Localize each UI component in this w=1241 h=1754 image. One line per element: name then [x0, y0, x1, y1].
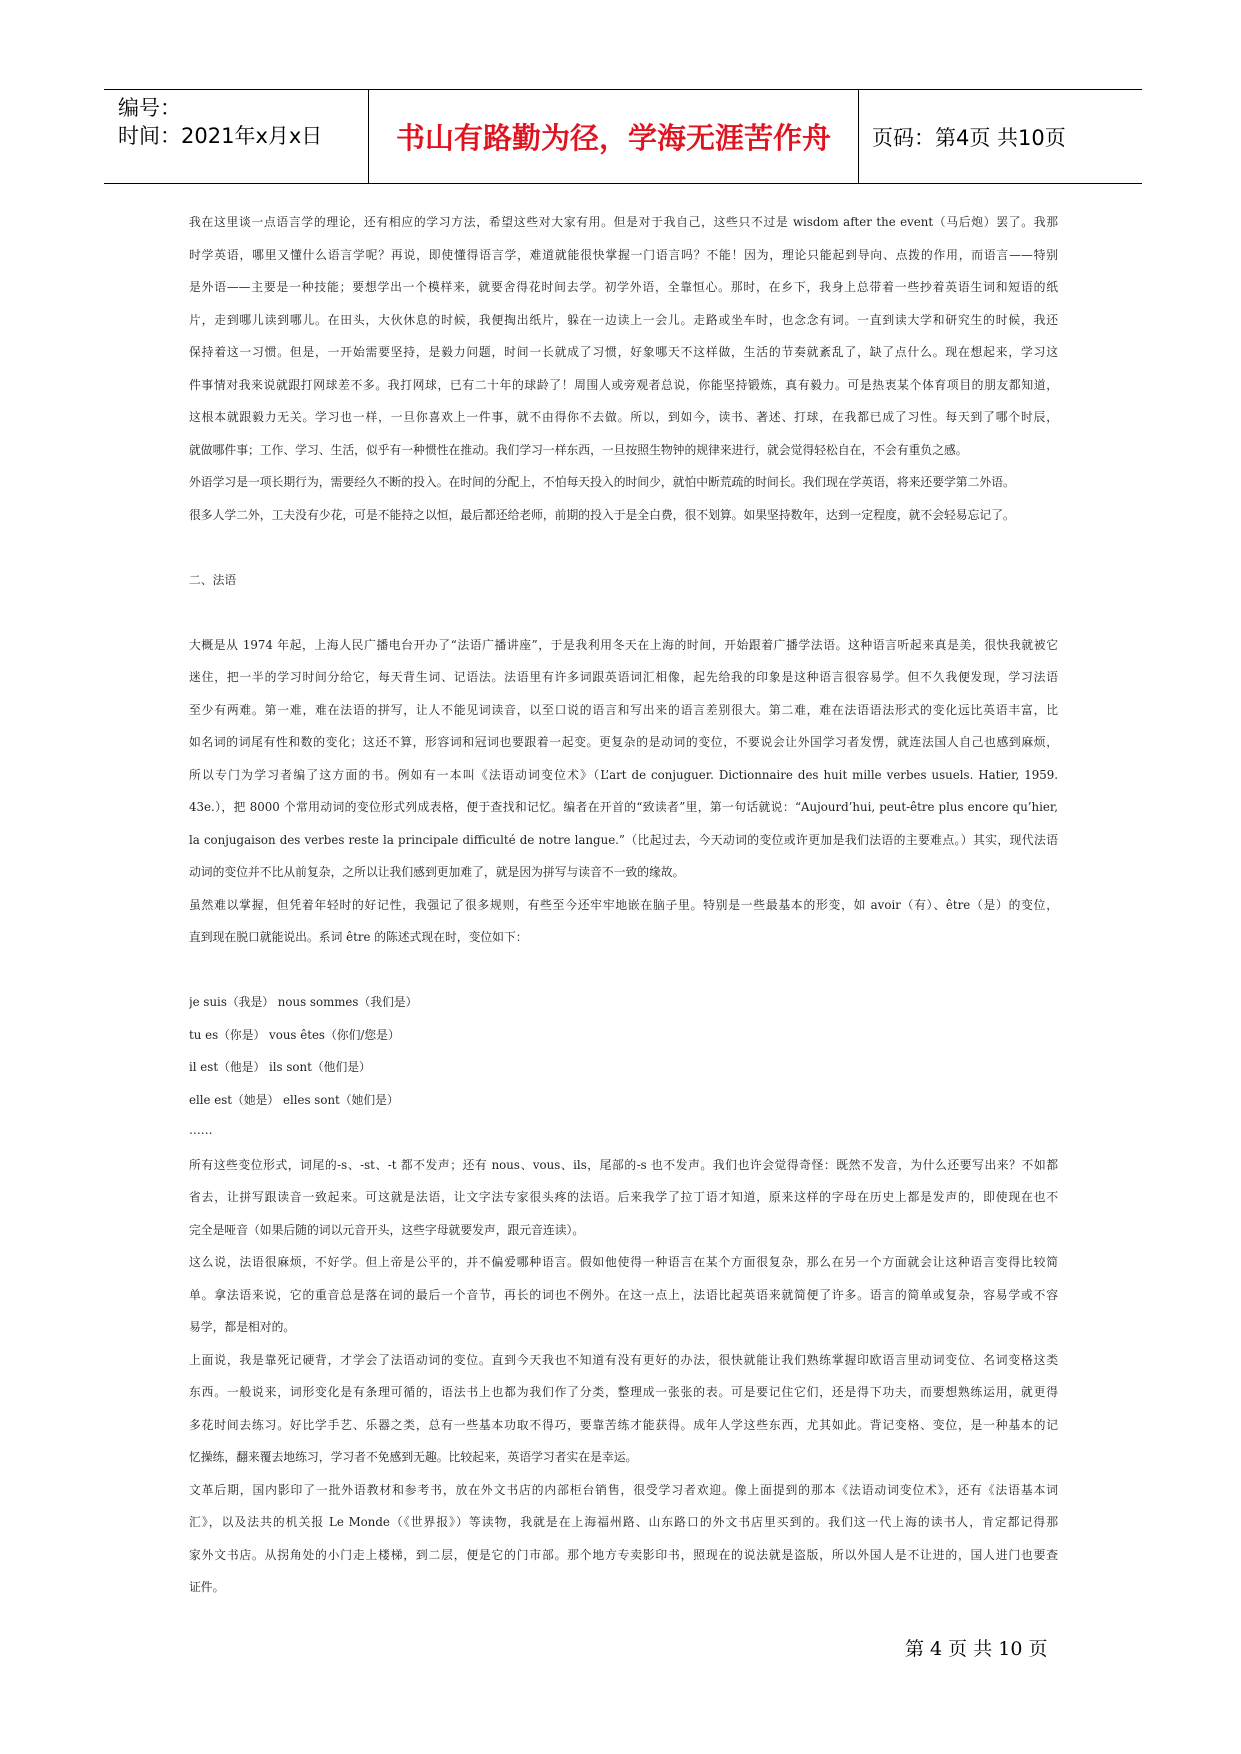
- body-text-line: 这根本就跟毅力无关。学习也一样，一旦你喜欢上一件事，就不由得你不去做。所以，到如今，读书、著述、打球，在我都已成了习性。每天到了哪个时辰，: [189, 410, 1058, 424]
- body-text-line: 虽然难以掌握，但凭着年轻时的好记性，我强记了很多规则，有些至今还牢牢地嵌在脑子里。特别是一些最基本的形变，如 avoir（有）、être（是）的变位，: [189, 897, 1058, 912]
- document-number-label: 编号：: [118, 96, 181, 120]
- body-text-line: 多花时间去练习。好比学手艺、乐器之类，总有一些基本功取不得巧，要靠苦练才能获得。成年人学这些东西，尤其如此。背记变格、变位，是一种基本的记: [189, 1417, 1058, 1432]
- body-text-line: 证件。: [189, 1580, 225, 1594]
- body-text-line: 完全是哑音（如果后随的词以元音开头，这些字母就要发声，跟元音连读）。: [189, 1222, 585, 1237]
- page-footer: 第 4 页 共 10 页: [905, 1638, 1048, 1660]
- page-header: [104, 89, 1142, 184]
- blank-line: [189, 538, 1058, 571]
- body-text-line: la conjugaison des verbes reste la principale difficulté de notre langue.”（比起过去，今天动词的变位或许更加是我们法语的主要难点。）其实，现代法语: [189, 832, 1058, 847]
- body-text-line: 忆操练，翻来覆去地练习，学习者不免感到无趣。比较起来，英语学习者实在是幸运。: [189, 1450, 638, 1464]
- body-text-line: 件事情对我来说就跟打网球差不多。我打网球，已有二十年的球龄了！周围人或旁观者总说，你能坚持锻炼，真有毅力。可是热衷某个体育项目的朋友都知道，: [189, 377, 1058, 392]
- body-text-line: 上面说，我是靠死记硬背，才学会了法语动词的变位。直到今天我也不知道有没有更好的办法，很快就能让我们熟练掌握印欧语言里动词变位、名词变格这类: [189, 1352, 1058, 1367]
- body-text-line: 至少有两难。第一难，难在法语的拼写，让人不能见词读音，以至口说的语言和写出来的语言差别很大。第二难，难在法语语法形式的变化远比英语丰富，比: [189, 702, 1058, 717]
- body-text-line: tu es（你是） vous êtes（你们/您是）: [189, 1027, 400, 1042]
- body-text-line: 东西。一般说来，词形变化是有条理可循的，语法书上也都为我们作了分类，整理成一张张的表。可是要记住它们，还是得下功夫，而要想熟练运用，就更得: [189, 1385, 1058, 1399]
- header-page-label: 页码：第4页 共10页: [872, 125, 1066, 150]
- body-text-line: 所以专门为学习者编了这方面的书。例如有一本叫《法语动词变位术》（L’art de conjuguer. Dictionnaire des huit mille verbes usuels. Hatier, 1959.: [189, 767, 1058, 782]
- body-text-line: 时学英语，哪里又懂什么语言学呢？再说，即使懂得语言学，难道就能很快掌握一门语言吗？不能！因为，理论只能起到导向、点拨的作用，而语言——特别: [189, 247, 1058, 262]
- body-text-line: 这么说，法语很麻烦，不好学。但上帝是公平的，并不偏爱哪种语言。假如他使得一种语言在某个方面很复杂，那么在另一个方面就会让这种语言变得比较简: [189, 1255, 1058, 1269]
- body-text-line: 很多人学二外，工夫没有少花，可是不能持之以恒，最后都还给老师，前期的投入于是全白费，很不划算。如果坚持数年，达到一定程度，就不会轻易忘记了。: [189, 507, 1015, 522]
- body-text-line: 大概是从 1974 年起，上海人民广播电台开办了“法语广播讲座”，于是我利用冬天在上海的时间，开始跟着广播学法语。这种语言听起来真是美，很快我就被它: [189, 637, 1058, 652]
- blank-line: [189, 603, 1058, 636]
- body-text-line: 保持着这一习惯。但是，一开始需要坚持，是毅力问题，时间一长就成了习惯，好象哪天不这样做，生活的节奏就紊乱了，缺了点什么。现在想起来，学习这: [189, 345, 1058, 359]
- document-time-label: 时间：2021年x月x日: [118, 124, 323, 148]
- body-text-line: 二、法语: [189, 572, 237, 587]
- body-text-line: 片，走到哪儿读到哪儿。在田头，大伙休息的时候，我便掏出纸片，躲在一边读上一会儿。走路或坐车时，也念念有词。一直到读大学和研究生的时候，我还: [189, 312, 1058, 327]
- document-body: [189, 213, 1058, 1611]
- body-text-line: 文革后期，国内影印了一批外语教材和参考书，放在外文书店的内部柜台销售，很受学习者欢迎。像上面提到的那本《法语动词变位术》，还有《法语基本词: [189, 1482, 1058, 1497]
- body-text-line: 我在这里谈一点语言学的理论，还有相应的学习方法，希望这些对大家有用。但是对于我自己，这些只不过是 wisdom after the event（马后炮）罢了。我那: [189, 215, 1058, 229]
- body-text-line: il est（他是） ils sont（他们是）: [189, 1060, 371, 1074]
- body-text-line: 动词的变位并不比从前复杂，之所以让我们感到更加难了，就是因为拼写与读音不一致的缘故。: [189, 865, 685, 879]
- body-text-line: 迷住，把一半的学习时间分给它，每天背生词、记语法。法语里有许多词跟英语词汇相像，起先给我的印象是这种语言很容易学。但不久我便发现，学习法语: [189, 670, 1058, 684]
- body-text-line: 单。拿法语来说，它的重音总是落在词的最后一个音节，再长的词也不例外。在这一点上，法语比起英语来就简便了许多。语言的简单或复杂，容易学或不容: [189, 1287, 1058, 1302]
- blank-line: [189, 961, 1058, 994]
- body-text-line: 43e.），把 8000 个常用动词的变位形式列成表格，便于查找和记忆。编者在开首的“致读者”里，第一句话就说：“Aujourd’hui, peut-être plus encore qu’hier,: [189, 800, 1058, 814]
- body-text-line: 外语学习是一项长期行为，需要经久不断的投入。在时间的分配上，不怕每天投入的时间少，就怕中断荒疏的时间长。我们现在学英语，将来还要学第二外语。: [189, 475, 1015, 489]
- body-text-line: 是外语——主要是一种技能；要想学出一个模样来，就要舍得花时间去学。初学外语，全靠恒心。那时，在乡下，我身上总带着一些抄着英语生词和短语的纸: [189, 280, 1058, 294]
- body-text-line: 易学，都是相对的。: [189, 1320, 296, 1334]
- body-text-line: 就做哪件事；工作、学习、生活，似乎有一种惯性在推动。我们学习一样东西，一旦按照生物钟的规律来进行，就会觉得轻松自在，不会有重负之感。: [189, 442, 968, 457]
- body-text-line: ……: [189, 1123, 213, 1137]
- body-text-line: 直到现在脱口就能说出。系词 être 的陈述式现在时，变位如下：: [189, 930, 528, 944]
- body-text-line: elle est（她是） elles sont（她们是）: [189, 1092, 399, 1107]
- body-text-line: 所有这些变位形式，词尾的-s、-st、-t 都不发声；还有 nous、vous、ils，尾部的-s 也不发声。我们也许会觉得奇怪：既然不发音，为什么还要写出来？不如都: [189, 1157, 1058, 1172]
- body-text-line: je suis（我是） nous sommes（我们是）: [189, 995, 418, 1009]
- body-text-line: 汇》，以及法共的机关报 Le Monde（《世界报》）等读物，我就是在上海福州路、山东路口的外文书店里买到的。我们这一代上海的读书人，肯定都记得那: [189, 1515, 1058, 1529]
- header-divider-right: [858, 90, 859, 183]
- body-text-line: 家外文书店。从拐角处的小门走上楼梯，到二层，便是它的门市部。那个地方专卖影印书，照现在的说法就是盗版，所以外国人是不让进的，国人进门也要查: [189, 1547, 1058, 1562]
- body-text-line: 省去，让拼写跟读音一致起来。可这就是法语，让文字法专家很头疼的法语。后来我学了拉丁语才知道，原来这样的字母在历史上都是发声的，即使现在也不: [189, 1190, 1058, 1204]
- header-meta: [118, 94, 368, 150]
- header-motto: 书山有路勤为径，学海无涯苦作舟: [395, 121, 831, 155]
- body-text-line: 如名词的词尾有性和数的变化；这还不算，形容词和冠词也要跟着一起变。更复杂的是动词的变位，不要说会让外国学习者发愣，就连法国人自己也感到麻烦，: [189, 735, 1058, 749]
